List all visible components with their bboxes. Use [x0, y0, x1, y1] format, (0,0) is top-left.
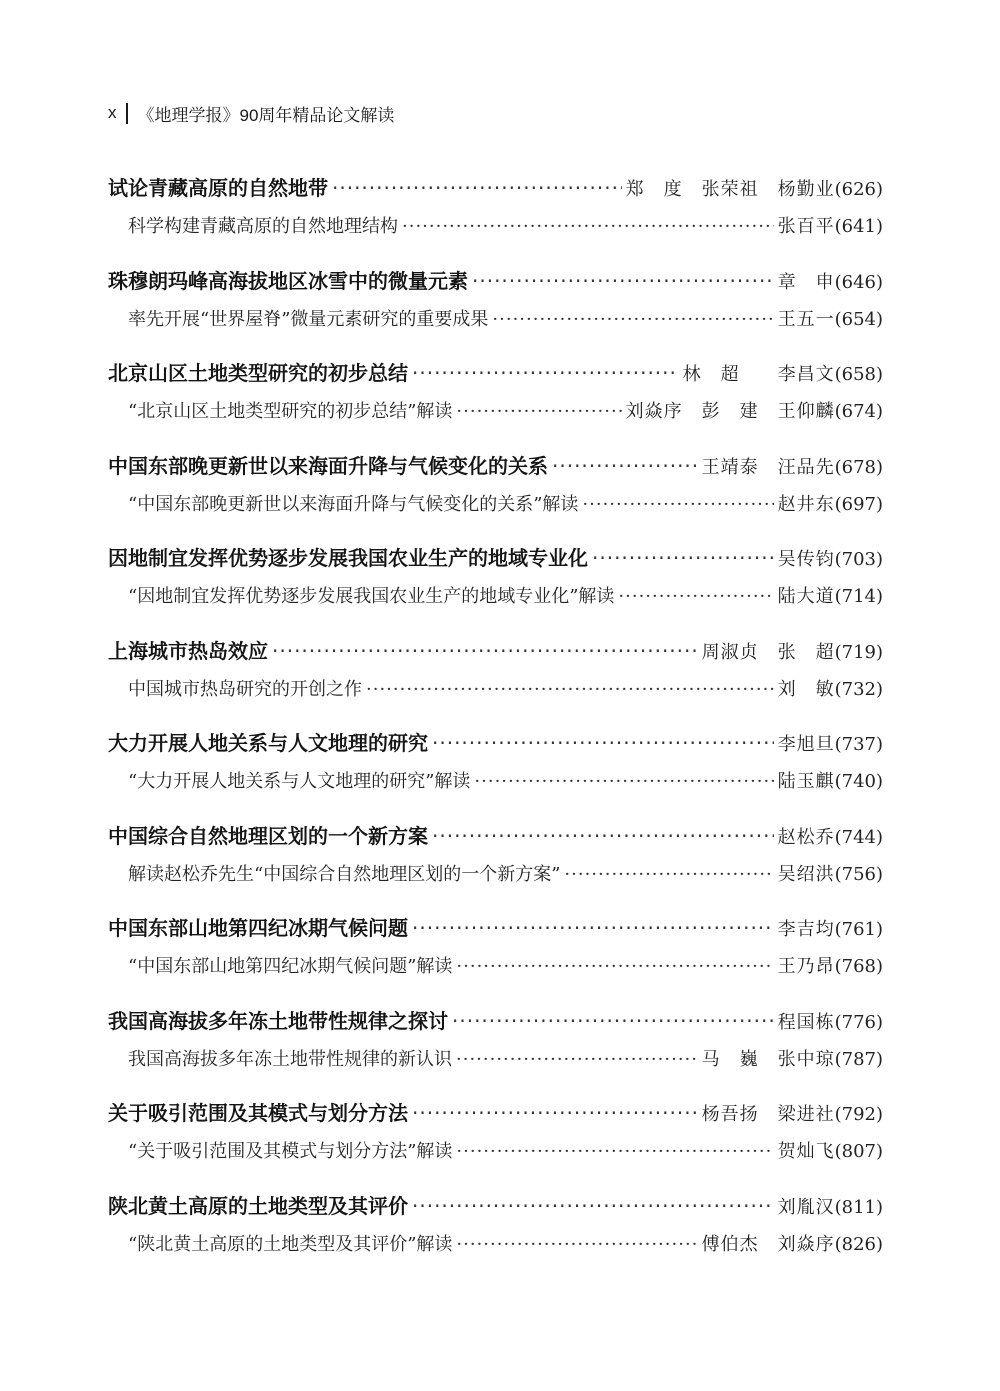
commentary-line-page-number: (654)	[834, 308, 883, 330]
article-line-authors: 周淑贞 张 超	[701, 641, 835, 663]
article-line-page-number: (792)	[834, 1104, 883, 1125]
commentary-line-title: 科学构建青藏高原的自然地理结构	[128, 216, 398, 237]
toc-entry	[108, 816, 883, 909]
commentary-line-authors: 陆玉麒	[777, 771, 835, 792]
article-line-page-number: (719)	[834, 641, 883, 663]
commentary-line-authors: 刘焱序 彭 建 王仰麟	[625, 401, 835, 422]
commentary-line-page-number: (768)	[834, 956, 883, 977]
article-line-title: 陕北黄土高原的土地类型及其评价	[108, 1193, 408, 1218]
toc-entry	[108, 538, 883, 631]
article-line-title: 珠穆朗玛峰高海拔地区冰雪中的微量元素	[108, 268, 468, 293]
commentary-line-page-number: (756)	[834, 863, 883, 885]
article-line[interactable]	[108, 353, 883, 393]
article-line[interactable]	[108, 1186, 883, 1226]
commentary-line-authors: 王五一	[777, 308, 835, 330]
article-line-title: 关于吸引范围及其模式与划分方法	[108, 1101, 408, 1125]
article-line-authors: 吴传钧	[777, 549, 835, 570]
commentary-line[interactable]	[108, 671, 883, 709]
running-header	[108, 98, 394, 128]
commentary-line-authors: 马 巍 张中琼	[701, 1048, 835, 1070]
toc-entry	[108, 353, 883, 446]
commentary-line-page-number: (807)	[834, 1141, 883, 1162]
page-number: x	[108, 103, 117, 122]
commentary-line-title: “北京山区土地类型研究的初步总结”解读	[128, 401, 453, 422]
book-title: 《地理学报》90周年精品论文解读	[137, 105, 395, 125]
dot-leader	[412, 1093, 698, 1133]
article-line[interactable]	[108, 908, 883, 948]
commentary-line[interactable]	[108, 1041, 883, 1079]
article-line-title: 上海城市热岛效应	[108, 638, 268, 663]
article-line-page-number: (744)	[834, 826, 883, 848]
commentary-line[interactable]	[108, 486, 883, 524]
dot-leader	[456, 1133, 773, 1171]
commentary-line[interactable]	[108, 1133, 883, 1171]
commentary-line[interactable]	[108, 1226, 883, 1264]
dot-leader	[456, 1226, 697, 1264]
commentary-line-title: 中国城市热岛研究的开创之作	[128, 678, 362, 700]
commentary-line[interactable]	[108, 948, 883, 986]
commentary-line-title: “大力开展人地关系与人文地理的研究”解读	[128, 771, 471, 792]
commentary-line-authors: 陆大道	[777, 586, 835, 607]
article-line-title: 我国高海拔多年冻土地带性规律之探讨	[108, 1008, 448, 1033]
commentary-line-page-number: (697)	[834, 493, 883, 515]
toc-entry	[108, 446, 883, 539]
commentary-line-authors: 贺灿飞	[777, 1141, 835, 1162]
article-line[interactable]	[108, 1001, 883, 1041]
commentary-line-page-number: (787)	[834, 1048, 883, 1070]
dot-leader	[412, 353, 679, 393]
dot-leader	[412, 1186, 774, 1226]
commentary-line-page-number: (714)	[834, 586, 883, 607]
commentary-line-page-number: (732)	[834, 678, 883, 700]
commentary-line-authors: 王乃昂	[777, 956, 835, 977]
article-line-page-number: (761)	[834, 919, 883, 940]
commentary-line[interactable]	[108, 301, 883, 339]
toc-entry	[108, 1001, 883, 1094]
commentary-line-title: 我国高海拔多年冻土地带性规律的新认识	[128, 1048, 452, 1070]
dot-leader	[472, 261, 774, 301]
article-line-title: 试论青藏高原的自然地带	[108, 176, 328, 200]
dot-leader	[432, 816, 774, 856]
article-line-authors: 赵松乔	[777, 826, 835, 848]
commentary-line-authors: 吴绍洪	[777, 863, 835, 885]
article-line-page-number: (626)	[834, 179, 883, 200]
dot-leader	[456, 393, 621, 431]
commentary-line-page-number: (674)	[834, 401, 883, 422]
commentary-line-title: 率先开展“世界屋脊”微量元素研究的重要成果	[128, 308, 489, 330]
commentary-line-title: “陕北黄土高原的土地类型及其评价”解读	[128, 1233, 453, 1255]
commentary-line-authors: 刘 敏	[777, 678, 835, 700]
article-line-title: 中国综合自然地理区划的一个新方案	[108, 823, 428, 848]
article-line-authors: 郑 度 张荣祖 杨勤业	[625, 179, 835, 200]
commentary-line[interactable]	[108, 208, 883, 246]
toc-entry	[108, 908, 883, 1001]
article-line-authors: 林 超 李昌文	[682, 364, 835, 385]
dot-leader	[564, 856, 773, 894]
header-divider	[126, 103, 128, 124]
toc-entry	[108, 1093, 883, 1186]
article-line-page-number: (646)	[834, 271, 883, 293]
dot-leader	[582, 486, 773, 524]
commentary-line-authors: 赵井东	[777, 493, 835, 515]
article-line[interactable]	[108, 446, 883, 486]
article-line-page-number: (811)	[834, 1196, 883, 1218]
article-line[interactable]	[108, 538, 883, 578]
toc-entry	[108, 261, 883, 354]
toc-entry	[108, 1186, 883, 1279]
article-line[interactable]	[108, 631, 883, 671]
article-line-authors: 李吉均	[777, 919, 835, 940]
article-line-authors: 章 申	[777, 271, 835, 293]
article-line-authors: 刘胤汉	[777, 1196, 835, 1218]
commentary-line-page-number: (641)	[834, 216, 883, 237]
dot-leader	[402, 208, 774, 246]
article-line-authors: 程国栋	[777, 1011, 835, 1033]
dot-leader	[332, 168, 622, 208]
commentary-line-title: 解读赵松乔先生“中国综合自然地理区划的一个新方案”	[128, 863, 561, 885]
toc-entry	[108, 723, 883, 816]
article-line-title: 因地制宜发挥优势逐步发展我国农业生产的地域专业化	[108, 546, 588, 570]
dot-leader	[474, 763, 773, 801]
article-line-title: 大力开展人地关系与人文地理的研究	[108, 731, 428, 755]
article-line[interactable]	[108, 261, 883, 301]
article-line-page-number: (737)	[834, 734, 883, 755]
article-line[interactable]	[108, 723, 883, 763]
commentary-line[interactable]	[108, 763, 883, 801]
commentary-line-title: “中国东部山地第四纪冰期气候问题”解读	[128, 956, 453, 977]
dot-leader	[492, 301, 773, 339]
dot-leader	[456, 948, 773, 986]
article-line-title: 中国东部山地第四纪冰期气候问题	[108, 916, 408, 940]
dot-leader	[456, 1041, 698, 1079]
dot-leader	[592, 538, 774, 578]
article-line[interactable]	[108, 1093, 883, 1133]
article-line-page-number: (776)	[834, 1011, 883, 1033]
toc-entry	[108, 168, 883, 261]
commentary-line-page-number: (826)	[834, 1233, 883, 1255]
toc-entry	[108, 631, 883, 724]
dot-leader	[366, 671, 774, 709]
dot-leader	[618, 578, 773, 616]
article-line-page-number: (678)	[834, 456, 883, 478]
article-line[interactable]	[108, 168, 883, 208]
dot-leader	[552, 446, 698, 486]
dot-leader	[412, 908, 774, 948]
commentary-line-title: “关于吸引范围及其模式与划分方法”解读	[128, 1141, 453, 1162]
commentary-line-title: “因地制宜发挥优势逐步发展我国农业生产的地域专业化”解读	[128, 586, 615, 607]
article-line-authors: 李旭旦	[777, 734, 835, 755]
article-line-authors: 杨吾扬 梁进社	[701, 1104, 835, 1125]
commentary-line-authors: 张百平	[777, 216, 835, 237]
article-line-title: 北京山区土地类型研究的初步总结	[108, 361, 408, 385]
article-line-authors: 王靖泰 汪品先	[701, 456, 835, 478]
article-line[interactable]	[108, 816, 883, 856]
commentary-line[interactable]	[108, 856, 883, 894]
table-of-contents	[108, 168, 883, 1278]
commentary-line[interactable]	[108, 393, 883, 431]
dot-leader	[452, 1001, 774, 1041]
article-line-title: 中国东部晚更新世以来海面升降与气候变化的关系	[108, 453, 548, 478]
commentary-line-page-number: (740)	[834, 771, 883, 792]
commentary-line[interactable]	[108, 578, 883, 616]
article-line-page-number: (658)	[834, 364, 883, 385]
commentary-line-authors: 傅伯杰 刘焱序	[701, 1233, 835, 1255]
dot-leader	[432, 723, 774, 763]
dot-leader	[272, 631, 698, 671]
commentary-line-title: “中国东部晚更新世以来海面升降与气候变化的关系”解读	[128, 493, 579, 515]
article-line-page-number: (703)	[834, 549, 883, 570]
